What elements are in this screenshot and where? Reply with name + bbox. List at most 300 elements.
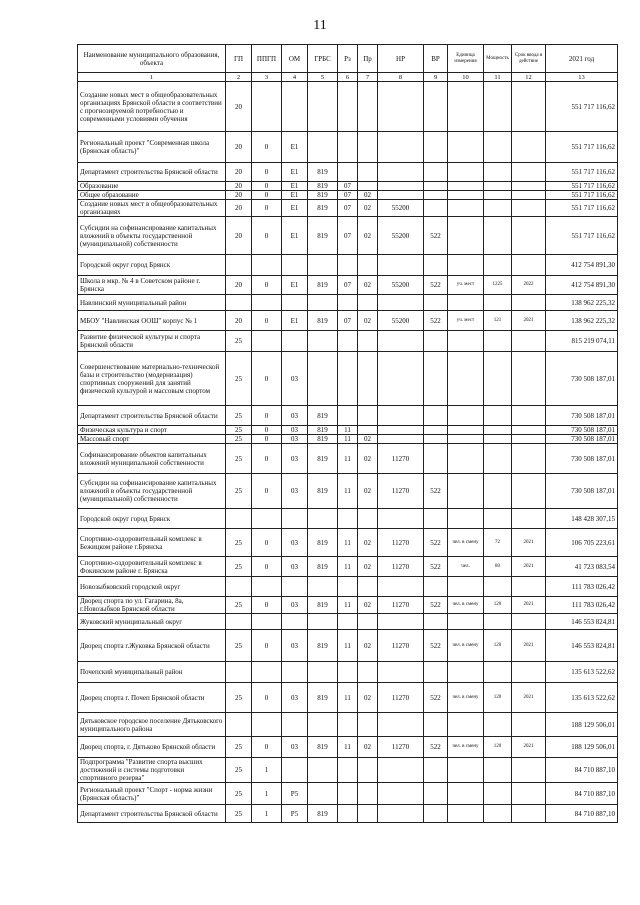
cell-rz: 07 [338,217,358,255]
cell-amount: 551 717 116,62 [546,182,618,191]
cell-name: Образование [78,182,226,191]
cell-pr [358,182,378,191]
cell-name: Спортивно-оздоровительный комплекс в Фокинском районе г. Брянска [78,557,226,577]
cell-pr [358,783,378,805]
cell-grbs: 819 [308,191,338,200]
cell-amount: 551 717 116,62 [546,217,618,255]
cell-term [512,577,546,597]
table-row [78,217,618,255]
col-index: 10 [448,73,484,82]
cell-nr [378,783,424,805]
cell-pr [358,509,378,529]
cell-term: 2021 [512,683,546,713]
cell-grbs: 819 [308,163,338,182]
cell-amount: 730 508 187,01 [546,435,618,444]
cell-nr [378,662,424,683]
cell-om [282,82,308,132]
cell-cap: 121 [484,311,512,331]
col-index: 7 [358,73,378,82]
cell-ppgp: 0 [252,737,282,758]
cell-pr: 02 [358,217,378,255]
table-row [78,82,618,132]
cell-unit [448,331,484,352]
cell-grbs [308,132,338,163]
cell-vr [424,758,448,783]
cell-term [512,435,546,444]
cell-nr: 55200 [378,200,424,217]
cell-cap [484,132,512,163]
cell-grbs [308,713,338,737]
cell-rz [338,783,358,805]
cell-term [512,509,546,529]
cell-unit [448,426,484,435]
cell-amount: 551 717 116,62 [546,132,618,163]
cell-gp: 25 [226,758,252,783]
cell-gp [226,614,252,630]
cell-term [512,217,546,255]
cell-ppgp: 0 [252,191,282,200]
cell-vr [424,255,448,276]
cell-rz: 07 [338,191,358,200]
cell-gp: 25 [226,474,252,509]
cell-gp: 25 [226,597,252,614]
cell-cap [484,577,512,597]
cell-gp: 20 [226,132,252,163]
cell-term [512,82,546,132]
cell-pr: 02 [358,191,378,200]
cell-grbs [308,352,338,406]
cell-nr [378,255,424,276]
cell-grbs [308,614,338,630]
cell-pr [358,758,378,783]
cell-amount: 146 553 824,81 [546,614,618,630]
table-row [78,352,618,406]
cell-ppgp: 0 [252,276,282,295]
cell-grbs [308,255,338,276]
col-index: 1 [78,73,226,82]
cell-rz: 11 [338,474,358,509]
cell-term: 2021 [512,630,546,662]
cell-cap: 80 [484,557,512,577]
col-header: Пр [358,45,378,73]
cell-nr [378,132,424,163]
cell-rz [338,406,358,426]
cell-cap [484,614,512,630]
cell-gp: 20 [226,217,252,255]
cell-grbs: 819 [308,200,338,217]
cell-nr [378,614,424,630]
cell-pr: 02 [358,683,378,713]
col-header: ГРБС [308,45,338,73]
cell-gp: 20 [226,82,252,132]
cell-vr [424,426,448,435]
col-header: НР [378,45,424,73]
cell-ppgp [252,614,282,630]
cell-nr [378,406,424,426]
table-row [78,474,618,509]
cell-om: 03 [282,737,308,758]
cell-nr [378,426,424,435]
cell-gp: 25 [226,630,252,662]
cell-pr [358,577,378,597]
cell-amount: 146 553 824,81 [546,630,618,662]
cell-ppgp [252,577,282,597]
cell-rz: 11 [338,426,358,435]
table-header-row [78,45,618,73]
cell-amount: 551 717 116,62 [546,200,618,217]
cell-om: E1 [282,191,308,200]
cell-vr: 522 [424,737,448,758]
cell-term: 2021 [512,529,546,557]
cell-unit: чел. в смену [448,597,484,614]
col-index: 2 [226,73,252,82]
table-row [78,200,618,217]
cell-term [512,295,546,311]
cell-name: Развитие физической культуры и спорта Брянской области [78,331,226,352]
cell-rz: 07 [338,182,358,191]
cell-gp: 25 [226,435,252,444]
cell-ppgp: 0 [252,132,282,163]
cell-pr: 02 [358,435,378,444]
cell-cap [484,406,512,426]
cell-ppgp: 0 [252,444,282,474]
cell-grbs: 819 [308,217,338,255]
cell-pr [358,614,378,630]
cell-rz [338,352,358,406]
cell-unit [448,577,484,597]
cell-rz [338,758,358,783]
cell-rz [338,163,358,182]
cell-grbs [308,82,338,132]
cell-amount: 148 428 307,15 [546,509,618,529]
cell-name: Департамент строительства Брянской области [78,805,226,823]
cell-vr [424,444,448,474]
cell-gp: 25 [226,406,252,426]
cell-amount: 84 710 887,10 [546,805,618,823]
col-index: 11 [484,73,512,82]
cell-amount: 551 717 116,62 [546,82,618,132]
cell-cap [484,352,512,406]
cell-gp: 25 [226,557,252,577]
cell-vr [424,406,448,426]
cell-ppgp [252,662,282,683]
col-index: 5 [308,73,338,82]
cell-unit [448,132,484,163]
cell-om: 03 [282,426,308,435]
table-row [78,331,618,352]
col-header: Единица измерения [448,45,484,73]
cell-vr [424,132,448,163]
cell-amount: 730 508 187,01 [546,426,618,435]
col-index: 6 [338,73,358,82]
cell-om [282,577,308,597]
cell-vr [424,182,448,191]
cell-ppgp: 0 [252,435,282,444]
cell-grbs [308,662,338,683]
cell-cap: 72 [484,529,512,557]
cell-amount: 551 717 116,62 [546,191,618,200]
table-row [78,406,618,426]
cell-vr: 522 [424,311,448,331]
cell-cap: 120 [484,683,512,713]
cell-ppgp: 0 [252,311,282,331]
cell-grbs [308,783,338,805]
cell-vr [424,295,448,311]
cell-grbs: 819 [308,805,338,823]
cell-name: Спортивно-оздоровительный комплекс в Бежицком районе г.Брянска [78,529,226,557]
cell-cap: 120 [484,597,512,614]
cell-pr: 02 [358,474,378,509]
cell-vr [424,713,448,737]
cell-rz [338,805,358,823]
cell-nr: 11270 [378,529,424,557]
cell-cap: 120 [484,630,512,662]
cell-nr: 11270 [378,597,424,614]
cell-rz [338,713,358,737]
cell-unit [448,444,484,474]
table-row [78,435,618,444]
cell-pr: 02 [358,597,378,614]
table-row [78,132,618,163]
cell-unit: чел. в смену [448,737,484,758]
cell-name: Городской округ город Брянск [78,255,226,276]
cell-om: 03 [282,683,308,713]
cell-name: Подпрограмма "Развитие спорта высших достижений и системы подготовки спортивного резерва" [78,758,226,783]
cell-pr: 02 [358,276,378,295]
cell-nr [378,163,424,182]
cell-pr [358,713,378,737]
cell-unit [448,758,484,783]
cell-om: 03 [282,630,308,662]
cell-amount: 730 508 187,01 [546,444,618,474]
cell-term: 2021 [512,557,546,577]
cell-term [512,713,546,737]
cell-cap: 120 [484,737,512,758]
cell-rz [338,614,358,630]
cell-amount: 84 710 887,10 [546,783,618,805]
cell-rz: 11 [338,435,358,444]
cell-rz: 11 [338,557,358,577]
cell-nr [378,331,424,352]
cell-gp: 25 [226,529,252,557]
cell-vr: 522 [424,529,448,557]
cell-name: Дворец спорта г. Почеп Брянской области [78,683,226,713]
cell-name: Дворец спорта г.Жуковка Брянской области [78,630,226,662]
cell-pr [358,295,378,311]
cell-term: 2021 [512,737,546,758]
cell-unit [448,713,484,737]
cell-om: P5 [282,783,308,805]
cell-om [282,713,308,737]
cell-term [512,352,546,406]
cell-vr [424,805,448,823]
cell-term [512,182,546,191]
cell-cap [484,474,512,509]
cell-rz [338,255,358,276]
cell-om [282,331,308,352]
cell-nr: 11270 [378,737,424,758]
cell-unit [448,217,484,255]
cell-cap [484,295,512,311]
cell-om: E1 [282,276,308,295]
cell-cap [484,426,512,435]
cell-cap [484,182,512,191]
table-row [78,805,618,823]
cell-unit [448,295,484,311]
cell-unit [448,191,484,200]
cell-ppgp: 0 [252,426,282,435]
cell-rz: 11 [338,683,358,713]
col-header: ППГП [252,45,282,73]
cell-gp: 20 [226,182,252,191]
table-row [78,557,618,577]
col-index: 9 [424,73,448,82]
cell-name: Физическая культура и спорт [78,426,226,435]
cell-om: P5 [282,805,308,823]
table-row [78,311,618,331]
table-row [78,783,618,805]
cell-grbs [308,577,338,597]
col-index: 3 [252,73,282,82]
cell-gp: 25 [226,805,252,823]
cell-name: Школа в мкр. № 4 в Советском районе г. Брянска [78,276,226,295]
cell-vr [424,577,448,597]
cell-om [282,614,308,630]
cell-ppgp [252,295,282,311]
cell-ppgp: 1 [252,783,282,805]
cell-rz: 11 [338,630,358,662]
cell-cap [484,435,512,444]
cell-rz [338,577,358,597]
cell-om: 03 [282,529,308,557]
cell-nr: 11270 [378,444,424,474]
cell-om [282,758,308,783]
cell-nr [378,509,424,529]
cell-nr [378,352,424,406]
cell-nr [378,577,424,597]
cell-unit [448,200,484,217]
cell-gp: 25 [226,737,252,758]
cell-name: Общее образование [78,191,226,200]
cell-pr [358,352,378,406]
cell-ppgp: 0 [252,163,282,182]
cell-grbs: 819 [308,276,338,295]
cell-vr: 522 [424,683,448,713]
cell-vr: 522 [424,557,448,577]
cell-unit [448,805,484,823]
cell-term [512,200,546,217]
cell-amount: 730 508 187,01 [546,406,618,426]
cell-rz: 11 [338,737,358,758]
cell-om: 03 [282,444,308,474]
cell-grbs [308,295,338,311]
cell-cap [484,713,512,737]
cell-name: Региональный проект "Современная школа (Брянская область)" [78,132,226,163]
cell-unit: чел. в смену [448,529,484,557]
cell-gp: 20 [226,200,252,217]
cell-ppgp: 0 [252,474,282,509]
cell-cap [484,758,512,783]
cell-grbs: 819 [308,444,338,474]
cell-vr [424,783,448,805]
cell-term [512,444,546,474]
cell-cap: 1225 [484,276,512,295]
cell-amount: 84 710 887,10 [546,758,618,783]
cell-amount: 815 219 074,11 [546,331,618,352]
col-header: Наименование муниципального образования, объекта [78,45,226,73]
cell-vr: 522 [424,276,448,295]
cell-term: 2022 [512,276,546,295]
cell-gp: 25 [226,783,252,805]
cell-grbs: 819 [308,406,338,426]
cell-om [282,295,308,311]
cell-cap [484,163,512,182]
cell-rz [338,82,358,132]
cell-unit [448,509,484,529]
cell-amount: 730 508 187,01 [546,352,618,406]
cell-pr: 02 [358,529,378,557]
cell-grbs: 819 [308,630,338,662]
cell-term [512,406,546,426]
cell-name: Создание новых мест в общеобразовательных организациях [78,200,226,217]
cell-pr: 02 [358,737,378,758]
cell-name: Совершенствование материально-технической базы и строительство (модернизация) спортивных сооружений для занятий физической культурой и массовым спортом [78,352,226,406]
cell-vr [424,509,448,529]
cell-term [512,426,546,435]
cell-grbs: 819 [308,426,338,435]
cell-unit [448,352,484,406]
cell-om: E1 [282,200,308,217]
column-index-row [78,73,618,82]
cell-om: 03 [282,406,308,426]
cell-nr: 11270 [378,474,424,509]
cell-vr [424,200,448,217]
cell-amount: 730 508 187,01 [546,474,618,509]
cell-unit: уч. мест [448,311,484,331]
cell-name: Навлинский муниципальный район [78,295,226,311]
cell-pr [358,406,378,426]
cell-amount: 111 783 026,42 [546,597,618,614]
cell-unit: чел. [448,557,484,577]
col-header: ВР [424,45,448,73]
cell-vr: 522 [424,474,448,509]
cell-vr [424,331,448,352]
table-row [78,683,618,713]
cell-om: E1 [282,132,308,163]
cell-pr [358,662,378,683]
cell-unit [448,662,484,683]
cell-gp [226,662,252,683]
cell-name: Почепский муниципальный район [78,662,226,683]
cell-ppgp: 0 [252,529,282,557]
col-index: 4 [282,73,308,82]
table-row [78,255,618,276]
cell-rz: 11 [338,597,358,614]
cell-name: Дворец спорта, г. Дятьково Брянской области [78,737,226,758]
cell-nr [378,758,424,783]
cell-unit [448,82,484,132]
cell-name: Региональный проект "Спорт - норма жизни (Брянская область)" [78,783,226,805]
table-row [78,758,618,783]
col-index: 13 [546,73,618,82]
cell-ppgp: 0 [252,557,282,577]
cell-cap [484,200,512,217]
cell-ppgp: 1 [252,805,282,823]
cell-grbs: 819 [308,529,338,557]
cell-vr [424,82,448,132]
cell-name: Софинансирование объектов капитальных вложений муниципальной собственности [78,444,226,474]
table-row [78,182,618,191]
